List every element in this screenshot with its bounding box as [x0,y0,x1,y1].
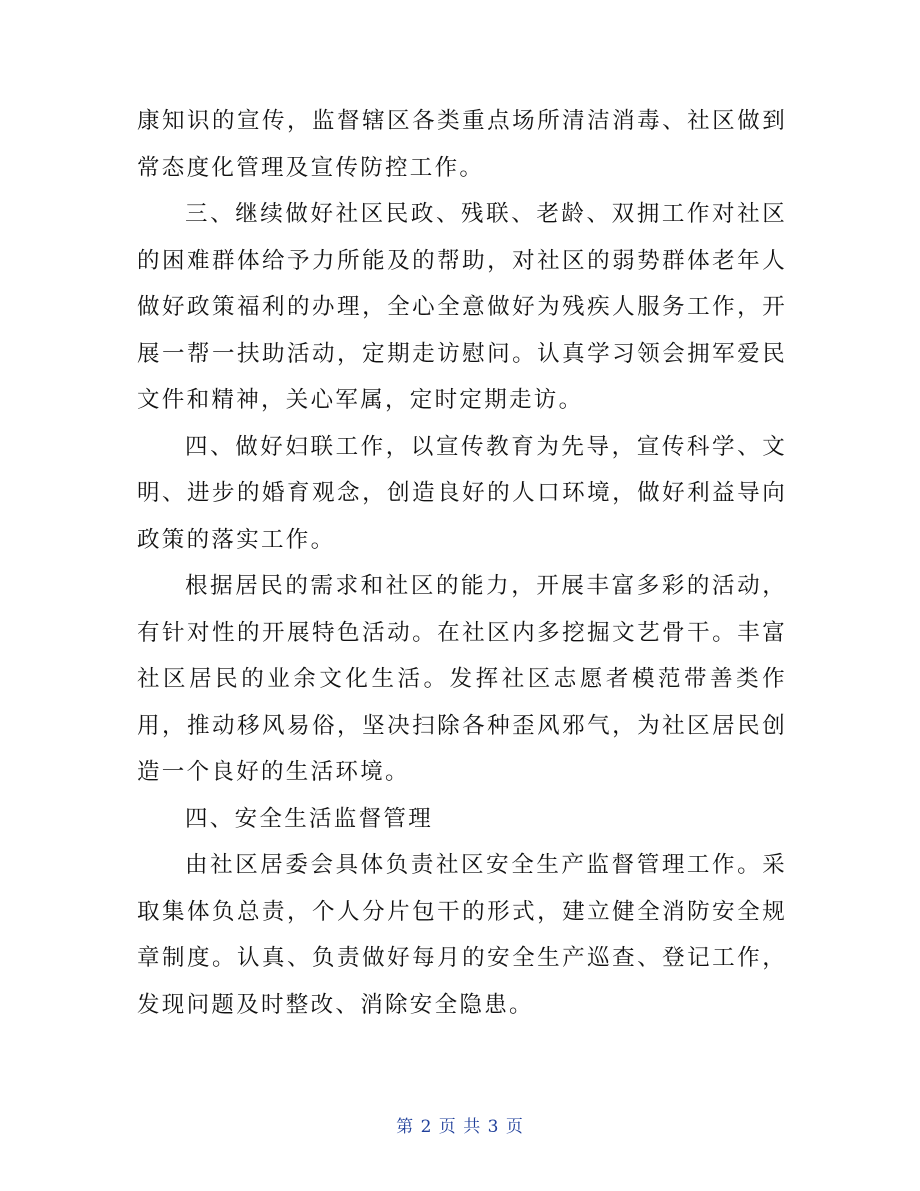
paragraph-4: 根据居民的需求和社区的能力，开展丰富多彩的活动，有针对性的开展特色活动。在社区内多挖掘文艺骨干。丰富社区居民的业余文化生活。发挥社区志愿者模范带善类作用，推动移风易俗，坚决扫除各种歪风邪气，为社区居民创造一个良好的生活环境。 [137,573,787,785]
paragraph-2: 三、继续做好社区民政、残联、老龄、双拥工作对社区的困难群体给予力所能及的帮助，对社区的弱势群体老年人做好政策福利的办理，全心全意做好为残疾人服务工作，开展一帮一扶助活动，定期走访慰问。认真学习领会拥军爱民文件和精神，关心军属，定时定期走访。 [137,201,787,413]
paragraph-1: 康知识的宣传，监督辖区各类重点场所清洁消毒、社区做到常态度化管理及宣传防控工作。 [137,108,787,181]
paragraph-6: 由社区居委会具体负责社区安全生产监督管理工作。采取集体负总责，个人分片包干的形式，建立健全消防安全规章制度。认真、负责做好每月的安全生产巡查、登记工作，发现问题及时整改、消除安全隐患。 [137,852,787,1018]
paragraph-3: 四、做好妇联工作，以宣传教育为先导，宣传科学、文明、进步的婚育观念，创造良好的人口环境，做好利益导向政策的落实工作。 [137,433,787,553]
section-heading: 四、安全生活监督管理 [185,805,434,832]
page-number-footer: 第 2 页 共 3 页 [396,1117,524,1137]
document-body [137,98,787,1028]
